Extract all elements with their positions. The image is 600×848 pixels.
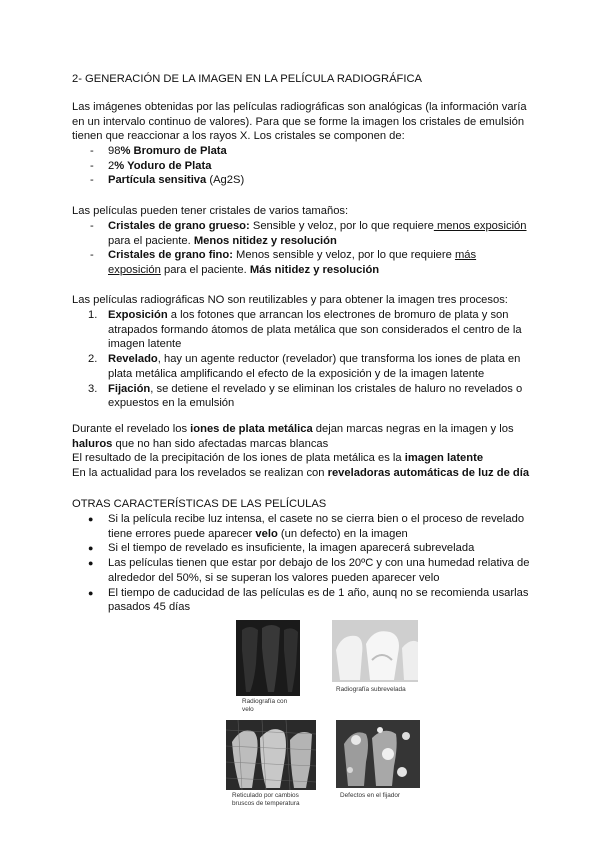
intro-line: tienen que reaccionar a los rayos X. Los cristales se componen de:	[72, 130, 405, 143]
otras-list	[72, 512, 532, 615]
list-item: ● Si el tiempo de revelado es insuficiente, la imagen aparecerá subrevelada	[72, 541, 532, 556]
list-item: ● Si la película recibe luz intensa, el casete no se cierra bien o el proceso de revelado tiene errores puede aparecer velo (un defecto) en la imagen	[72, 512, 532, 541]
radiograph-subrevelada-image	[332, 620, 418, 682]
section-subheading: OTRAS CARACTERÍSTICAS DE LAS PELÍCULAS	[72, 498, 327, 510]
list-item: 1. Exposición a los fotones que arrancan los electrones de bromuro de plata y son atrapados formando átomos de plata metálica que son considerados el centro de la imagen latente	[88, 309, 522, 351]
sizes-list	[72, 219, 532, 278]
list-item: 3. Fijación, se detiene el revelado y se eliminan los cristales de haluro no revelados o expuestos en la emulsión	[88, 382, 523, 410]
components-list	[72, 144, 532, 188]
figure-caption: Defectos en el fijador	[340, 792, 401, 799]
intro-line: Las imágenes obtenidas por las películas radiográficas son analógicas (la información varía	[72, 101, 527, 113]
sizes-intro: Las películas pueden tener cristales de varios tamaños:	[72, 205, 349, 217]
list-item: - 2% Yoduro de Plata	[72, 159, 532, 174]
list-item: - 98% Bromuro de Plata	[72, 144, 532, 159]
process-intro: Las películas radiográficas NO son reutilizables y para obtener la imagen tres procesos:	[72, 294, 508, 306]
list-item: ● El tiempo de caducidad de las películas es de 1 año, aunq no se recomienda usarlas pasados 45 días	[72, 586, 532, 615]
figure-caption: Radiografía con velo	[242, 698, 288, 713]
revelado-paragraph: Durante el revelado los iones de plata metálica dejan marcas negras en la imagen y los haluros que no han sido afectadas marcas blancas El resultado de la precipitación de los iones de plata metálica es la imagen latente En la actualidad para los revelados se realizan con reveladoras automáticas de luz de día	[72, 423, 530, 480]
intro-paragraph	[72, 100, 532, 144]
list-item: 2. Revelado, hay un agente reductor (revelador) que transforma los iones de plata en plata metálica amplificando el efecto de la exposición y de la imagen latente	[88, 353, 521, 380]
list-item: ● Las películas tienen que estar por debajo de los 20ºC y con una humedad relativa de alrededor del 50%, si se superan los valores pueden aparecer velo	[72, 556, 532, 585]
list-item: - Partícula sensitiva (Ag2S)	[72, 173, 532, 188]
process-list	[72, 308, 532, 411]
figure-caption: Radiografía subrevelada	[336, 686, 406, 693]
figure-caption: Reticulado por cambios bruscos de temperatura	[232, 792, 300, 807]
radiograph-reticulado-image	[226, 720, 316, 790]
radiograph-fijador-image	[336, 720, 420, 788]
list-item: - Cristales de grano fino: Menos sensible y veloz, por lo que requiere más exposición para el paciente. Más nitidez y resolución	[72, 248, 532, 277]
intro-line: en un intervalo continuo de valores). Para que se forme la imagen los cristales de emulsión	[72, 115, 525, 128]
radiograph-velo-image	[236, 620, 300, 696]
section-heading: 2- GENERACIÓN DE LA IMAGEN EN LA PELÍCULA RADIOGRÁFICA	[72, 73, 423, 85]
list-item: - Cristales de grano grueso: Sensible y veloz, por lo que requiere menos exposición para el paciente. Menos nitidez y resolución	[72, 219, 532, 248]
